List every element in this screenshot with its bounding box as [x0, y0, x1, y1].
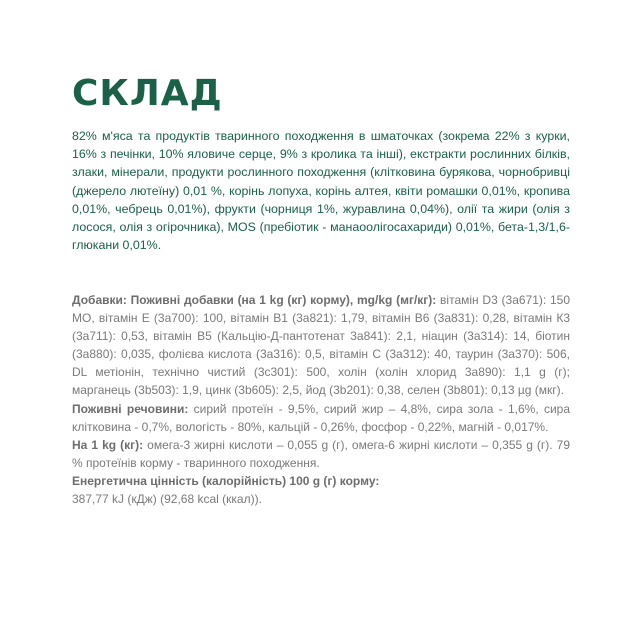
energy-value-paragraph: [72, 490, 570, 508]
composition-text: 82% м'яса та продуктів тваринного походження в шматочках (зокрема 22% з курки, 16% з печінки, 10% яловиче серце, 9% з кролика та інші), екстракти рослинних білків, злаки, мінерали, продукти рослинного походження (клітковина бурякова, чорнобривці (джерело лютеїну) 0,01 %, корінь лопуха, корінь алтея, квіти ромашки 0,01%, кропива 0,01%, чебрець 0,01%), фрукти (чорниця 1%, журавлина 0,04%), олії та жири (олія з лосося, олія з огірочника), MOS (пребіотик - манаоолігосахариди) 0,01%, бета-1,3/1,6-глюкани 0,01%.: [72, 129, 570, 253]
energy-text: 387,77 kJ (кДж) (92,68 kcal (ккал)).: [72, 492, 262, 507]
additives-label: Добавки: Поживні добавки (на 1 kg (кг) корму), mg/kg (мг/кг):: [72, 293, 437, 307]
additives-paragraph: [72, 291, 570, 400]
nutrients-text: сирий протеїн - 9,5%, сирий жир – 4,8%, сира зола - 1,6%, сира клітковина - 0,7%, вологість - 80%, кальцій - 0,26%, фосфор - 0,22%, магній - 0,017%.: [72, 401, 571, 434]
nutrients-paragraph: [72, 400, 570, 436]
energy-label-paragraph: [72, 472, 570, 490]
per-kg-paragraph: [72, 436, 570, 472]
nutrition-details: [72, 291, 570, 508]
page-title: СКЛАД: [72, 73, 223, 114]
per-kg-label: На 1 kg (кг):: [72, 437, 144, 452]
additives-text: вітамін D3 (3a671): 150 МО, вітамін Е (3a700): 100, вітамін В1 (3a821): 1,79, вітамін В6 (3a831): 0,28, вітамін К3 (3a711): 0,53, вітамін В5 (Кальцію-Д-пантотенат 3a841): 2,1, ніацин (3a314): 14, біотин (3a880): 0,035, фолієва кислота (3a316): 0,5, вітамін С (3a312): 40, таурин (3a370): 506, DL метіонін, технічно чистий (3c301): 500, холін (холін хлорид 3a890): 1,1 g (г); марганець (3b503): 1,9, цинк (3b605): 2,5, йод (3b201): 0,38, селен (3b801): 0,13 µg (мкг).: [72, 293, 570, 398]
energy-label: Енергетична цінність (калорійність) 100 g (г) корму:: [72, 473, 380, 488]
nutrients-label: Поживні речовини:: [72, 401, 189, 416]
per-kg-text: омега-3 жирні кислоти – 0,055 g (г), омега-6 жирні кислоти – 0,355 g (г). 79 % протеїнів корму - тваринного походження.: [72, 437, 570, 470]
